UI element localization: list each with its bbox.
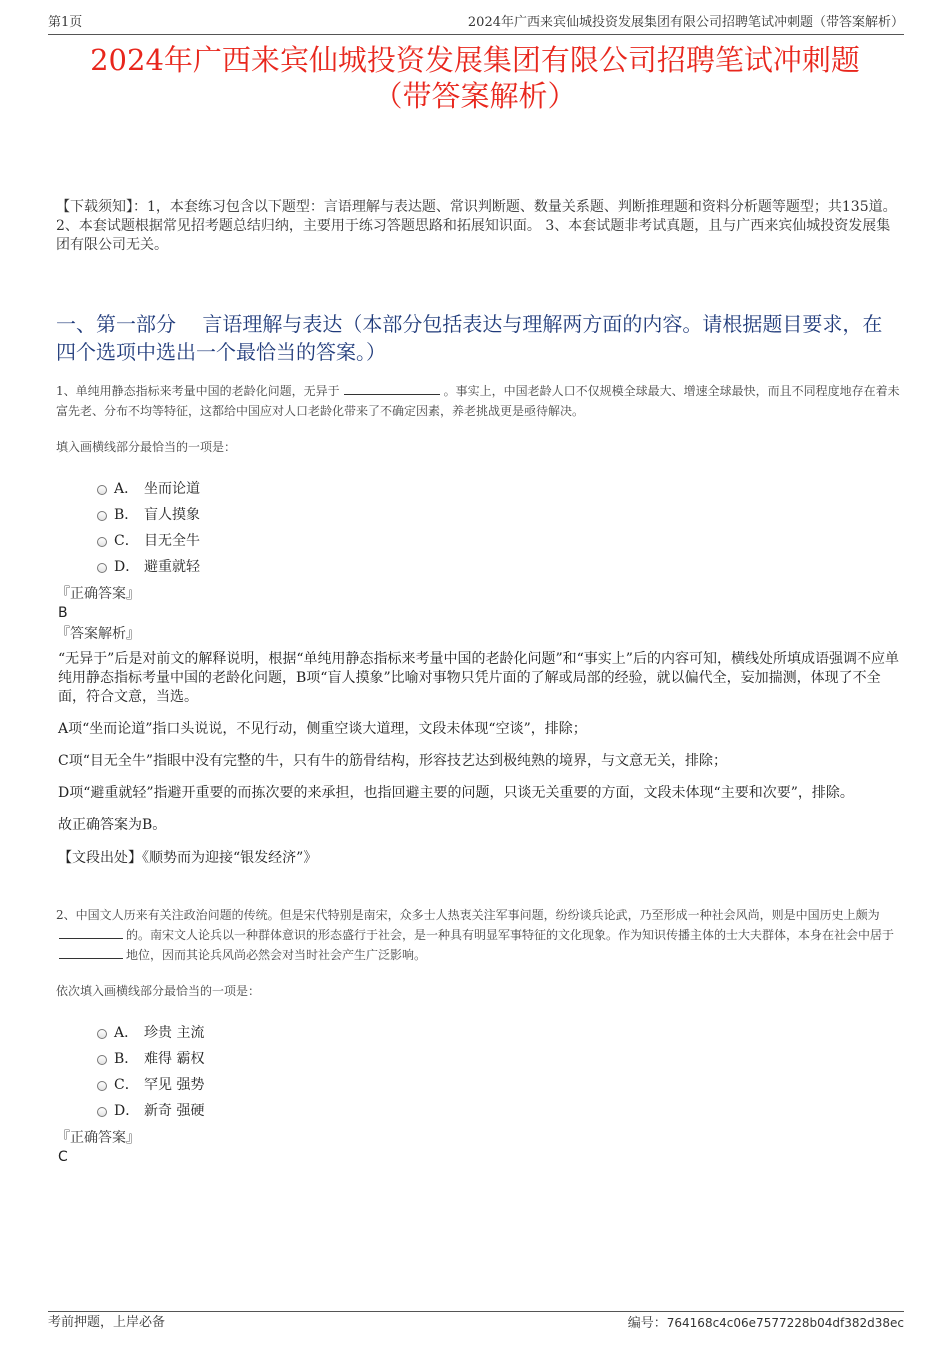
- document-title: [40, 42, 910, 114]
- question-2: [56, 905, 900, 1167]
- question-1: [56, 381, 900, 868]
- q2-stem-part1: 2、中国文人历来有关注政治问题的传统。但是宋代特别是南宋，众多士人热衷关注军事问题，纷纷谈兵论武，乃至形成一种社会风尚，则是中国历史上颇为: [56, 908, 880, 922]
- question-1-stem: [56, 381, 900, 421]
- footer-code-value: 764168c4c06e7577228b04df382d38ec: [666, 1316, 904, 1330]
- q1-option-d[interactable]: D． 避重就轻: [56, 554, 900, 580]
- radio-icon[interactable]: [97, 563, 107, 573]
- q1-options: [56, 476, 900, 580]
- footer-code-label: 编号：: [627, 1316, 667, 1331]
- radio-icon[interactable]: [97, 1081, 107, 1091]
- q2-prompt: 依次填入画横线部分最恰当的一项是：: [56, 984, 261, 998]
- q2-option-c[interactable]: C． 罕见 强势: [56, 1072, 900, 1098]
- radio-icon[interactable]: [97, 485, 107, 495]
- question-2-stem: [56, 905, 900, 965]
- q2-stem-part3: 地位，因而其论兵风尚必然会对当时社会产生广泛影响。: [126, 948, 427, 962]
- q1-analysis-label: 『答案解析』: [56, 626, 140, 642]
- page-header: [48, 14, 904, 35]
- q1-analysis-paragraph: D项“避重就轻”指避开重要的而拣次要的来承担，也指回避主要的问题，只谈无关重要的方面，文段未体现“主要和次要”，排除。: [58, 785, 854, 801]
- title-line-2: （带答案解析）: [373, 79, 577, 113]
- radio-icon[interactable]: [97, 1029, 107, 1039]
- q2-stem-part2: 的。南宋文人论兵以一种群体意识的形态盛行于社会，是一种具有明显军事特征的文化现象。作为知识传播主体的士大夫群体，本身在社会中居于: [126, 928, 895, 942]
- footer-slogan: 考前押题，上岸必备: [48, 1315, 166, 1330]
- section-heading: 一、第一部分 言语理解与表达（本部分包括表达与理解两方面的内容。请根据题目要求，在四个选项中选出一个最恰当的答案。）: [56, 312, 883, 364]
- radio-icon[interactable]: [97, 511, 107, 521]
- radio-icon[interactable]: [97, 1107, 107, 1117]
- q2-answer-label: 『正确答案』: [56, 1130, 140, 1146]
- q2-option-b[interactable]: B． 难得 霸权: [56, 1046, 900, 1072]
- q2-blank-1: [59, 926, 123, 939]
- header-doc-title: 2024年广西来宾仙城投资发展集团有限公司招聘笔试冲刺题（带答案解析）: [467, 15, 904, 30]
- page-footer: [48, 1311, 904, 1332]
- q1-analysis-paragraph: C项“目无全牛”指眼中没有完整的牛，只有牛的筋骨结构，形容技艺达到极纯熟的境界，与文意无关，排除；: [58, 753, 728, 769]
- q2-options: [56, 1020, 900, 1124]
- q1-option-c[interactable]: C． 目无全牛: [56, 528, 900, 554]
- q1-analysis-paragraph: A项“坐而论道”指口头说说，不见行动，侧重空谈大道理，文段未体现“空谈”，排除；: [58, 721, 587, 737]
- q1-answer: B: [58, 605, 68, 621]
- q1-prompt: 填入画横线部分最恰当的一项是：: [56, 440, 237, 454]
- radio-icon[interactable]: [97, 1055, 107, 1065]
- q1-analysis-conclusion: 故正确答案为B。: [58, 817, 167, 833]
- q2-blank-2: [59, 946, 123, 959]
- q2-answer: C: [58, 1149, 68, 1165]
- q1-option-b[interactable]: B． 盲人摸象: [56, 502, 900, 528]
- q1-answer-label: 『正确答案』: [56, 586, 140, 602]
- q1-stem-after: 。事实上，中国老龄人口不仅规模全球最大、增速全球最快，而且不同程度地存在着未富先老、分布不均等特征，这都给中国应对人口老龄化带来了不确定因素，养老挑战更是亟待解决。: [56, 384, 900, 418]
- download-notice: 【下载须知】：1，本套练习包含以下题型：言语理解与表达题、常识判断题、数量关系题、判断推理题和资料分析题等题型；共135道。 2、本套试题根据常见招考题总结归纳，主要用于练习答题思路和拓展知识面。 3、本套试题非考试真题，且与广西来宾仙城投资发展集团有限公司无关。: [56, 199, 897, 253]
- radio-icon[interactable]: [97, 537, 107, 547]
- title-line-1: 2024年广西来宾仙城投资发展集团有限公司招聘笔试冲刺题: [90, 43, 860, 77]
- q1-analysis-paragraph: “无异于”后是对前文的解释说明，根据“单纯用静态指标来考量中国的老龄化问题”和“事实上”后的内容可知，横线处所填成语强调不应单纯用静态指标考量中国的老龄化问题，B项“盲人摸象”比喻对事物只凭片面的了解或局部的经验，就以偏代全，妄加揣测，体现了不全面，符合文意，当选。: [58, 651, 899, 705]
- q1-stem-before: 1、单纯用静态指标来考量中国的老龄化问题，无异于: [56, 384, 340, 398]
- q1-source: 【文段出处】《顺势而为迎接“银发经济”》: [58, 850, 318, 866]
- q2-option-a[interactable]: A． 珍贵 主流: [56, 1020, 900, 1046]
- page-number: 第1页: [48, 15, 83, 30]
- q1-blank: [344, 382, 440, 395]
- q1-option-a[interactable]: A． 坐而论道: [56, 476, 900, 502]
- footer-code: [628, 1314, 904, 1333]
- q2-option-d[interactable]: D． 新奇 强硬: [56, 1098, 900, 1124]
